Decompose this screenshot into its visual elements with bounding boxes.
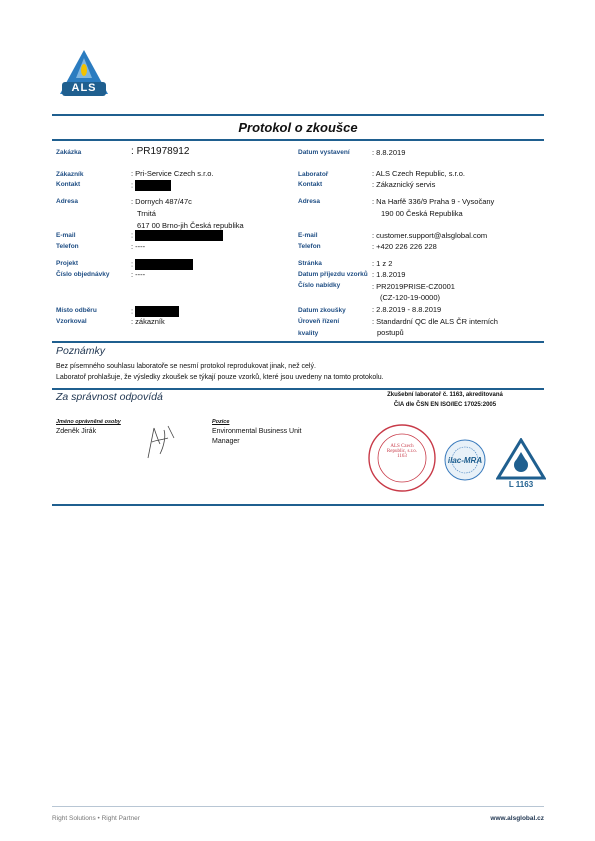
footer-rule <box>52 806 544 807</box>
field-label-laborator: Laboratoř <box>298 171 329 178</box>
field-value-datum-prijezdu: : 1.8.2019 <box>372 270 406 279</box>
field-value-zakazka: : PR1978912 <box>131 146 190 157</box>
position-header: Pozice <box>212 419 230 425</box>
field-value-stranka: : 1 z 2 <box>372 259 393 268</box>
zakazka-number: PR1978912 <box>136 146 190 157</box>
field-label-cislo-nabidky: Číslo nabídky <box>298 282 341 289</box>
field-value-datum-zkousky: : 2.8.2019 - 8.8.2019 <box>372 305 442 314</box>
address-line-2: Trnitá <box>137 209 156 218</box>
redaction-bar <box>135 259 193 270</box>
field-value-kontakt-lab: : Zákaznický servis <box>372 180 436 189</box>
field-label-datum-vystaveni: Datum vystavení <box>298 149 350 156</box>
field-label-kontakt-lab: Kontakt <box>298 181 323 188</box>
logo-text: ALS <box>71 82 97 94</box>
position-line-2: Manager <box>212 438 240 445</box>
nabidka-line-2: (CZ-120-19-0000) <box>380 293 441 302</box>
field-value-telefon: : ---- <box>131 242 146 251</box>
field-label-datum-prijezdu: Datum příjezdu vzorků <box>298 271 368 278</box>
field-label-misto-odberu: Místo odběru <box>56 307 97 314</box>
field-label-email: E-mail <box>56 232 76 239</box>
field-label-projekt: Projekt <box>56 260 79 267</box>
footer-tagline: Right Solutions • Right Partner <box>52 815 140 822</box>
bottom-section-rule <box>52 504 544 506</box>
field-label-telefon: Telefon <box>56 243 79 250</box>
field-value-laborator: : ALS Czech Republic, s.r.o. <box>372 169 465 178</box>
field-label-telefon-lab: Telefon <box>298 243 321 250</box>
field-label-datum-zkousky: Datum zkoušky <box>298 307 346 314</box>
field-value-adresa: : Dornych 487/47c <box>131 197 192 206</box>
title-rule <box>52 139 544 141</box>
ilac-mra-badge <box>443 438 487 482</box>
cia-text: L 1163 <box>508 480 534 489</box>
name-header: Jméno oprávněné osoby <box>56 419 121 425</box>
notes-line-2: Laboratoř prohlašuje, že výsledky zkoušek se týkají pouze vzorků, které jsou uvedeny na tomto protokolu. <box>56 374 384 381</box>
redaction-bar <box>135 230 223 241</box>
notes-line-1: Bez písemného souhlasu laboratoře se nesmí protokol reprodukovat jinak, než celý. <box>56 363 316 370</box>
field-value-telefon-lab: : +420 226 226 228 <box>372 242 437 251</box>
field-value-misto-odberu: : <box>131 306 179 317</box>
field-label-zakaznik: Zákazník <box>56 171 84 178</box>
field-label-cislo-objednavky: Číslo objednávky <box>56 271 110 278</box>
redaction-bar <box>135 180 171 191</box>
position-line-1: Environmental Business Unit <box>212 428 302 435</box>
field-value-uroven-rizeni: : Standardní QC dle ALS ČR interních <box>372 317 498 326</box>
field-value-kontakt: : <box>131 180 171 191</box>
field-value-projekt: : <box>131 259 193 270</box>
field-label-adresa-lab: Adresa <box>298 198 321 205</box>
field-value-email-lab: : customer.support@alsglobal.com <box>372 231 488 240</box>
field-label-zakazka: Zakázka <box>56 149 82 156</box>
field-value-adresa-lab: : Na Harfě 336/9 Praha 9 - Vysočany <box>372 197 495 206</box>
responsibility-title: Za správnost odpovídá <box>56 391 163 403</box>
cia-accreditation-mark <box>496 438 546 492</box>
responsible-name: Zdeněk Jirák <box>56 428 97 435</box>
signature <box>138 420 178 467</box>
responsibility-rule <box>52 388 544 390</box>
ilac-text: ilac-MRA <box>447 456 483 465</box>
field-label-adresa: Adresa <box>56 198 79 205</box>
field-value-zakaznik: : Pri-Service Czech s.r.o. <box>131 169 214 178</box>
field-label-vzorkoval: Vzorkoval <box>56 318 87 325</box>
redaction-bar <box>135 306 179 317</box>
field-label-stranka: Stránka <box>298 260 322 267</box>
uroven-line-2: postupů <box>377 328 404 337</box>
page-title: Protokol o zkoušce <box>238 120 358 135</box>
accreditation-line-2: ČIA dle ČSN EN ISO/IEC 17025:2005 <box>393 402 497 408</box>
lab-stamp <box>367 423 437 493</box>
accreditation-line-1: Zkušební laboratoř č. 1163, akreditovaná <box>387 392 503 398</box>
notes-rule <box>52 341 544 343</box>
stamp-text: ALS Czech Republic, s.r.o. 1163 <box>386 444 418 459</box>
address-line-3: 617 00 Brno-jih Česká republika <box>137 221 244 230</box>
lab-address-line-2: 190 00 Česká Republika <box>381 209 463 218</box>
field-label-uroven-rizeni: Úroveň řízení <box>298 318 340 325</box>
notes-title: Poznámky <box>56 345 106 357</box>
field-value-cislo-objednavky: : ---- <box>131 270 146 279</box>
field-label-kvality: kvality <box>298 330 319 337</box>
field-value-cislo-nabidky: : PR2019PRISE-CZ0001 <box>372 282 455 291</box>
field-value-vzorkoval: : zákazník <box>131 317 165 326</box>
field-value-datum-vystaveni: : 8.8.2019 <box>372 148 406 157</box>
field-label-email-lab: E-mail <box>298 232 318 239</box>
als-logo <box>58 48 110 100</box>
field-label-kontakt: Kontakt <box>56 181 81 188</box>
field-value-email: : <box>131 230 223 241</box>
footer-website[interactable]: www.alsglobal.cz <box>490 815 544 822</box>
top-rule <box>52 114 544 116</box>
